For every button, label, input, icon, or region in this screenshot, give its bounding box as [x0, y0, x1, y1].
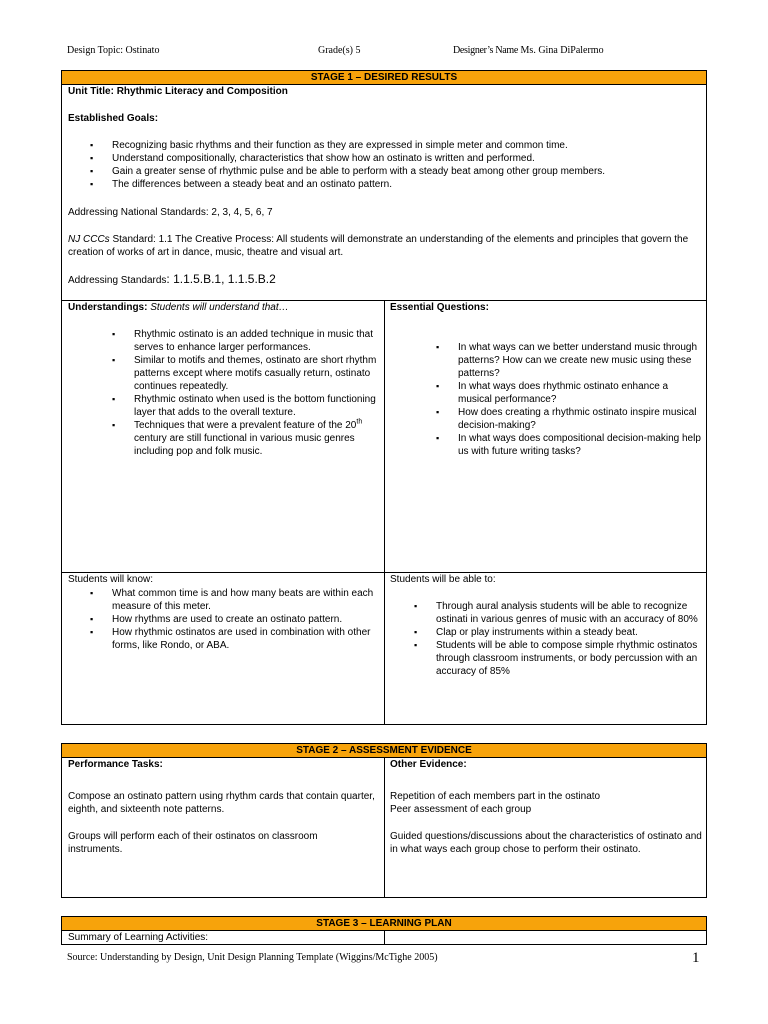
- designer-name: Ms. Gina DiPalermo: [518, 45, 604, 56]
- addressing-label: Addressing Standards: [68, 275, 167, 286]
- able-item: ▪ Clap or play instruments within a steady beat.: [414, 626, 706, 639]
- able-item: ▪ Through aural analysis students will be able to recognize ostinati in various genres of music with an accuracy of 80%: [414, 600, 706, 626]
- understanding-item: ▪ Rhythmic ostinato when used is the bottom functioning layer that adds to the overall texture.: [112, 393, 380, 419]
- understandings-heading: [68, 301, 289, 314]
- design-topic: Design Topic: Ostinato: [67, 45, 160, 56]
- understanding-item: [112, 419, 380, 458]
- essential-question-item: ▪ In what ways does rhythmic ostinato enhance a musical performance?: [436, 380, 704, 406]
- other-evidence-1: [390, 790, 702, 816]
- essential-questions-heading: Essential Questions:: [390, 302, 489, 313]
- essential-questions-list: [436, 341, 704, 458]
- performance-tasks-heading: Performance Tasks:: [68, 759, 163, 770]
- know-item: ▪ How rhythms are used to create an ostinato pattern.: [90, 613, 380, 626]
- understandings-list: [112, 328, 380, 458]
- page-number: 1: [692, 950, 700, 966]
- performance-task-2: Groups will perform each of their ostinatos on classroom instruments.: [68, 831, 318, 855]
- stage3-table: [61, 916, 707, 945]
- able-item: ▪ Students will be able to compose simple rhythmic ostinatos through classroom instruments, or body percussion with an accuracy of 85%: [414, 639, 706, 678]
- addressing-value: : 1.1.5.B.1, 1.1.5.B.2: [166, 272, 276, 286]
- designer-label: Designer’s Name: [453, 45, 519, 56]
- understanding-last-post: century are still functional in various music genres including pop and folk music.: [134, 433, 355, 457]
- stage2-column-divider: [384, 757, 385, 897]
- understanding-last-sup: th: [356, 418, 363, 426]
- understanding-item: ▪ Rhythmic ostinato is an added technique in music that serves to enhance larger performances.: [112, 328, 380, 354]
- students-able-list: [414, 600, 706, 678]
- njccc-standard: [68, 233, 700, 259]
- stage3-title: STAGE 3 – LEARNING PLAN: [62, 917, 706, 931]
- njccc-text: Standard: 1.1 The Creative Process: All students will demonstrate an understanding of the elements and principles that govern the creation of works of art in dance, music, theatre and visual art.: [68, 234, 689, 258]
- know-item: ▪ How rhythmic ostinatos are used in combination with other forms, like Rondo, or ABA.: [90, 626, 380, 652]
- national-standards: Addressing National Standards: 2, 3, 4, 5, 6, 7: [68, 207, 273, 218]
- goal-item: ▪ The differences between a steady beat and an ostinato pattern.: [90, 178, 702, 191]
- unit-title: [68, 85, 698, 98]
- goals-list: [90, 139, 702, 191]
- other-evidence-heading: Other Evidence:: [390, 759, 467, 770]
- unit-title-text: Unit Title: Rhythmic Literacy and Composition: [68, 86, 288, 97]
- designer-info: [453, 45, 604, 56]
- source-citation: Source: Understanding by Design, Unit Design Planning Template (Wiggins/McTighe 2005): [67, 952, 438, 963]
- understandings-label: Understandings:: [68, 302, 148, 313]
- know-item: ▪ What common time is and how many beats are within each measure of this meter.: [90, 587, 380, 613]
- stage3-column-divider: [384, 930, 385, 944]
- other-evidence-2: Guided questions/discussions about the characteristics of ostinato and in what ways each group chose to perform their ostinato.: [390, 831, 702, 855]
- stage1-title: STAGE 1 – DESIRED RESULTS: [62, 71, 706, 85]
- understandings-sub: Students will understand that…: [147, 302, 289, 313]
- understanding-item: ▪ Similar to motifs and themes, ostinato are short rhythm patterns except where motifs casually return, ostinato continues repeatedly.: [112, 354, 380, 393]
- goals-heading: Established Goals:: [68, 113, 159, 124]
- addressing-standards: [68, 273, 276, 287]
- stage2-title: STAGE 2 – ASSESSMENT EVIDENCE: [62, 744, 706, 758]
- essential-question-item: ▪ How does creating a rhythmic ostinato inspire musical decision-making?: [436, 406, 704, 432]
- essential-question-item: ▪ In what ways can we better understand music through patterns? How can we create new music using these patterns?: [436, 341, 704, 380]
- goal-item: ▪ Gain a greater sense of rhythmic pulse and be able to perform with a steady beat among other group members.: [90, 165, 702, 178]
- other-evidence-line-b: Peer assessment of each group: [390, 804, 532, 815]
- other-evidence-line-a: Repetition of each members part in the ostinato: [390, 791, 601, 802]
- stage1-table: [61, 70, 707, 725]
- stage1-lower-divider: [62, 572, 706, 573]
- stage2-table: [61, 743, 707, 898]
- students-able-heading: Students will be able to:: [390, 574, 496, 585]
- goal-item: ▪ Recognizing basic rhythms and their function as they are expressed in simple meter and common time.: [90, 139, 702, 152]
- goal-item: ▪ Understand compositionally, characteristics that show how an ostinato is written and performed.: [90, 152, 702, 165]
- summary-of-learning-activities: Summary of Learning Activities:: [68, 932, 209, 943]
- students-will-know-list: [90, 587, 380, 652]
- njccc-label: NJ CCCs: [68, 234, 110, 245]
- stage1-column-divider: [384, 300, 385, 724]
- performance-task-1: Compose an ostinato pattern using rhythm cards that contain quarter, eighth, and sixteenth note patterns.: [68, 791, 375, 815]
- understanding-last-pre: Techniques that were a prevalent feature of the 20: [134, 420, 357, 431]
- essential-question-item: ▪ In what ways does compositional decision-making help us with future writing tasks?: [436, 432, 704, 458]
- grade-level: Grade(s) 5: [318, 45, 361, 56]
- students-will-know-heading: Students will know:: [68, 574, 154, 585]
